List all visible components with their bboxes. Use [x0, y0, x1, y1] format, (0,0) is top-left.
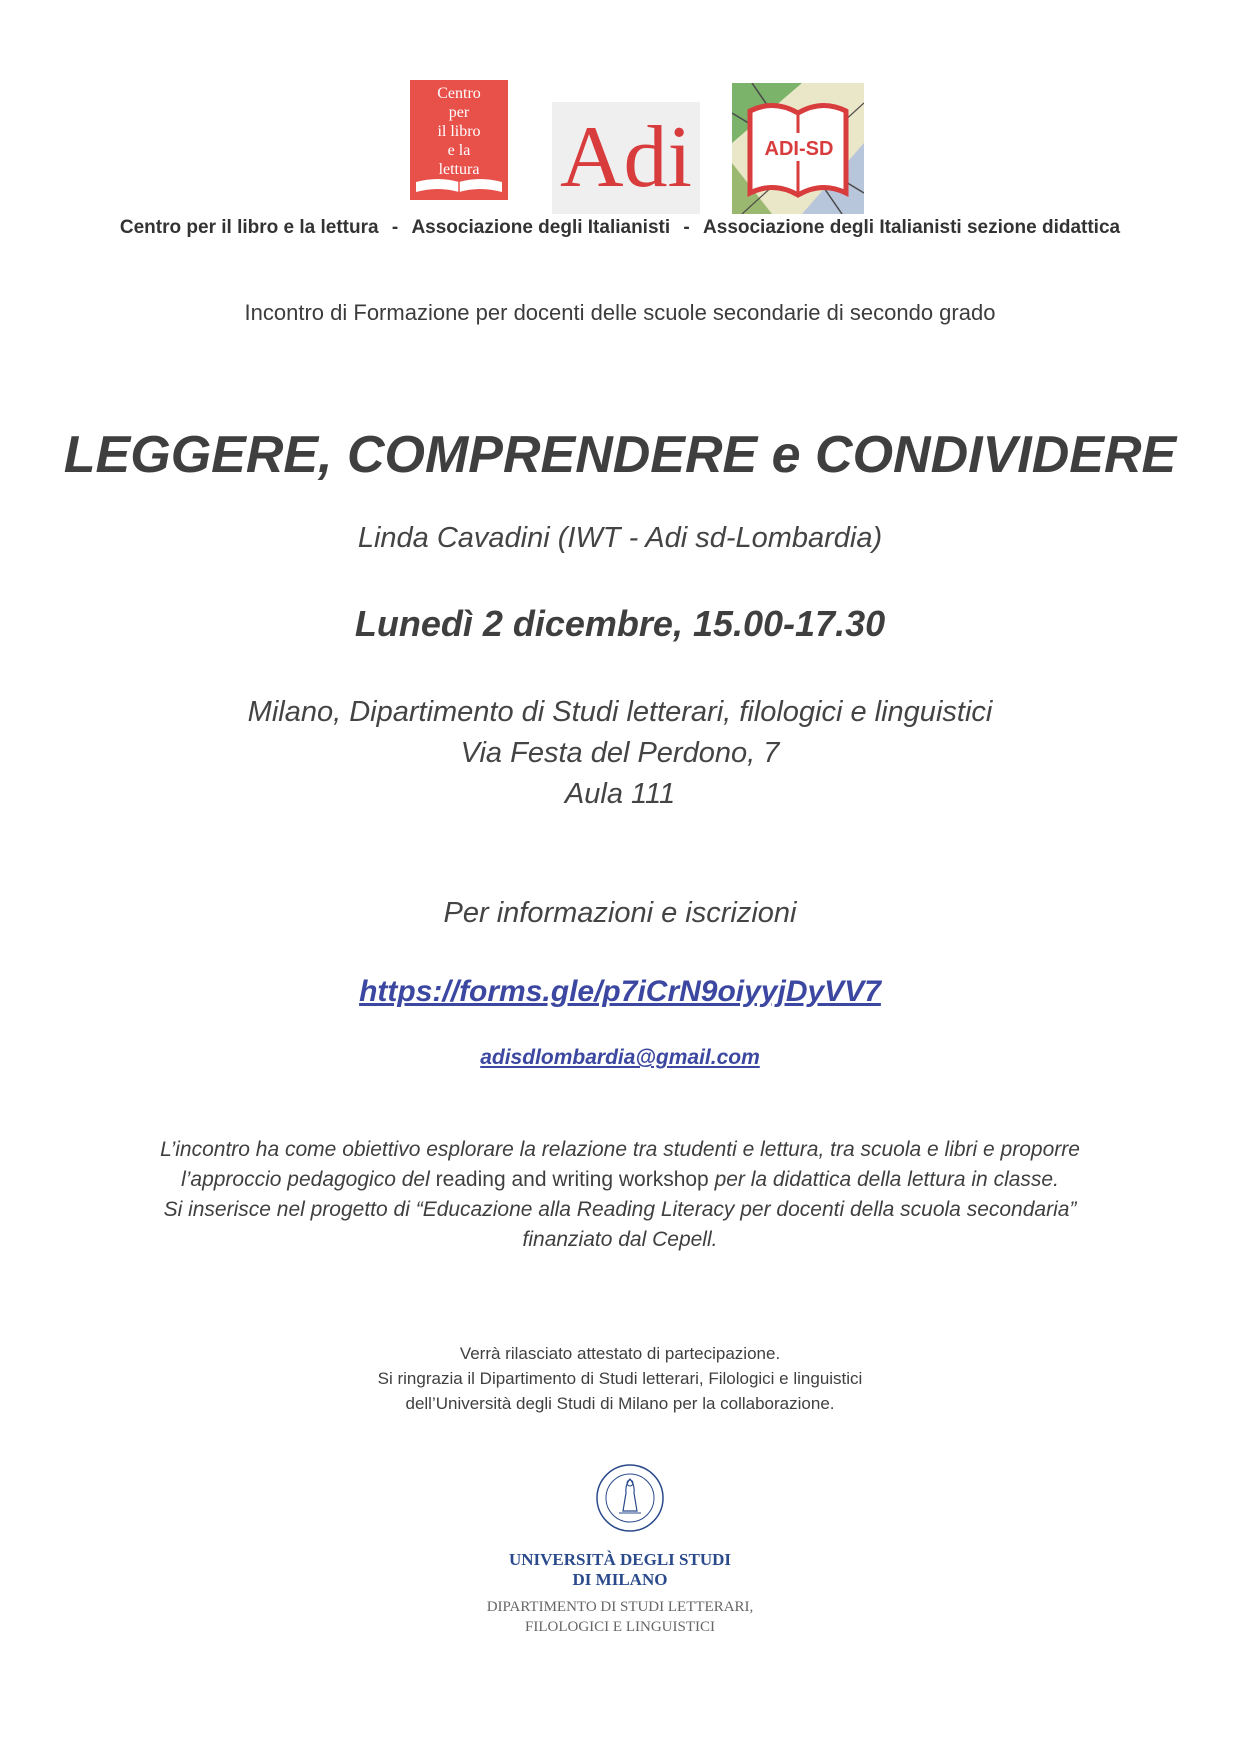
- email-row: [0, 1046, 1240, 1070]
- cepell-logo-text: [410, 84, 508, 179]
- cepell-logo-line: Centro: [437, 85, 481, 102]
- workshop-term: reading and writing workshop: [435, 1168, 709, 1191]
- org-cepell: Centro per il libro e la lettura: [119, 217, 379, 238]
- cepell-logo-line: e la: [447, 142, 471, 159]
- location-address: Via Festa del Perdono, 7: [460, 737, 780, 769]
- description-line: L’incontro ha come obiettivo esplorare la relazione tra studenti e lettura, tra scuola e libri e proporre: [160, 1138, 1080, 1161]
- registration-link[interactable]: https://forms.gle/p7iCrN9oiyyjDyVV7: [359, 975, 881, 1008]
- description-text: per la didattica della lettura in classe.: [708, 1168, 1059, 1191]
- speaker: Linda Cavadini (IWT - Adi sd-Lombardia): [357, 522, 883, 554]
- org-adi: Associazione degli Italianisti: [411, 217, 671, 238]
- thanks-note: Si ringrazia il Dipartimento di Studi letterari, Filologici e linguistici: [377, 1369, 863, 1388]
- org-separator: -: [683, 217, 690, 238]
- info-label: Per informazioni e iscrizioni: [443, 897, 797, 929]
- adi-sd-logo-text: ADI-SD: [764, 138, 834, 160]
- org-separator: -: [391, 217, 399, 238]
- event-description: [0, 1135, 1240, 1255]
- description-text: l’approccio pedagogico del: [181, 1168, 436, 1191]
- description-line: [0, 1165, 1240, 1195]
- cepell-logo: [410, 80, 508, 200]
- event-location: [0, 692, 1240, 815]
- description-line: finanziato dal Cepell.: [522, 1228, 718, 1251]
- cepell-logo-line: lettura: [438, 161, 480, 178]
- open-book-icon: [414, 176, 504, 196]
- description-line: Si inserisce nel progetto di “Educazione alla Reading Literacy per docenti della scuola secondaria”: [163, 1198, 1077, 1221]
- notes: [0, 1341, 1240, 1416]
- university-name: [0, 1550, 1240, 1590]
- event-title: LEGGERE, COMPRENDERE e CONDIVIDERE: [63, 426, 1177, 484]
- event-date: Lunedì 2 dicembre, 15.00-17.30: [354, 603, 886, 644]
- certificate-note: Verrà rilasciato attestato di partecipazione.: [459, 1344, 781, 1363]
- university-seal-icon: [595, 1463, 665, 1533]
- university-name-line: UNIVERSITÀ DEGLI STUDI: [508, 1550, 731, 1569]
- email-link[interactable]: adisdlombardia@gmail.com: [480, 1046, 760, 1069]
- department-name: [0, 1597, 1240, 1637]
- adi-logo: [552, 102, 700, 214]
- location-department: Milano, Dipartimento di Studi letterari, filologici e linguistici: [247, 696, 993, 728]
- location-room: Aula 111: [564, 778, 676, 810]
- registration-link-row: [0, 975, 1240, 1009]
- department-name-line: FILOLOGICI E LINGUISTICI: [525, 1619, 715, 1635]
- department-name-line: DIPARTIMENTO DI STUDI LETTERARI,: [486, 1599, 754, 1615]
- university-name-line: DI MILANO: [572, 1570, 668, 1589]
- org-adi-sd: Associazione degli Italianisti sezione didattica: [703, 217, 1121, 238]
- adi-sd-logo: [732, 83, 864, 214]
- adi-logo-text: Adi: [560, 109, 692, 206]
- cepell-logo-line: il libro: [437, 123, 481, 140]
- cepell-logo-line: per: [448, 104, 470, 121]
- organizations-line: [0, 217, 1240, 239]
- event-subtitle: Incontro di Formazione per docenti delle scuole secondarie di secondo grado: [244, 300, 996, 325]
- thanks-note: dell’Università degli Studi di Milano per la collaborazione.: [405, 1394, 835, 1413]
